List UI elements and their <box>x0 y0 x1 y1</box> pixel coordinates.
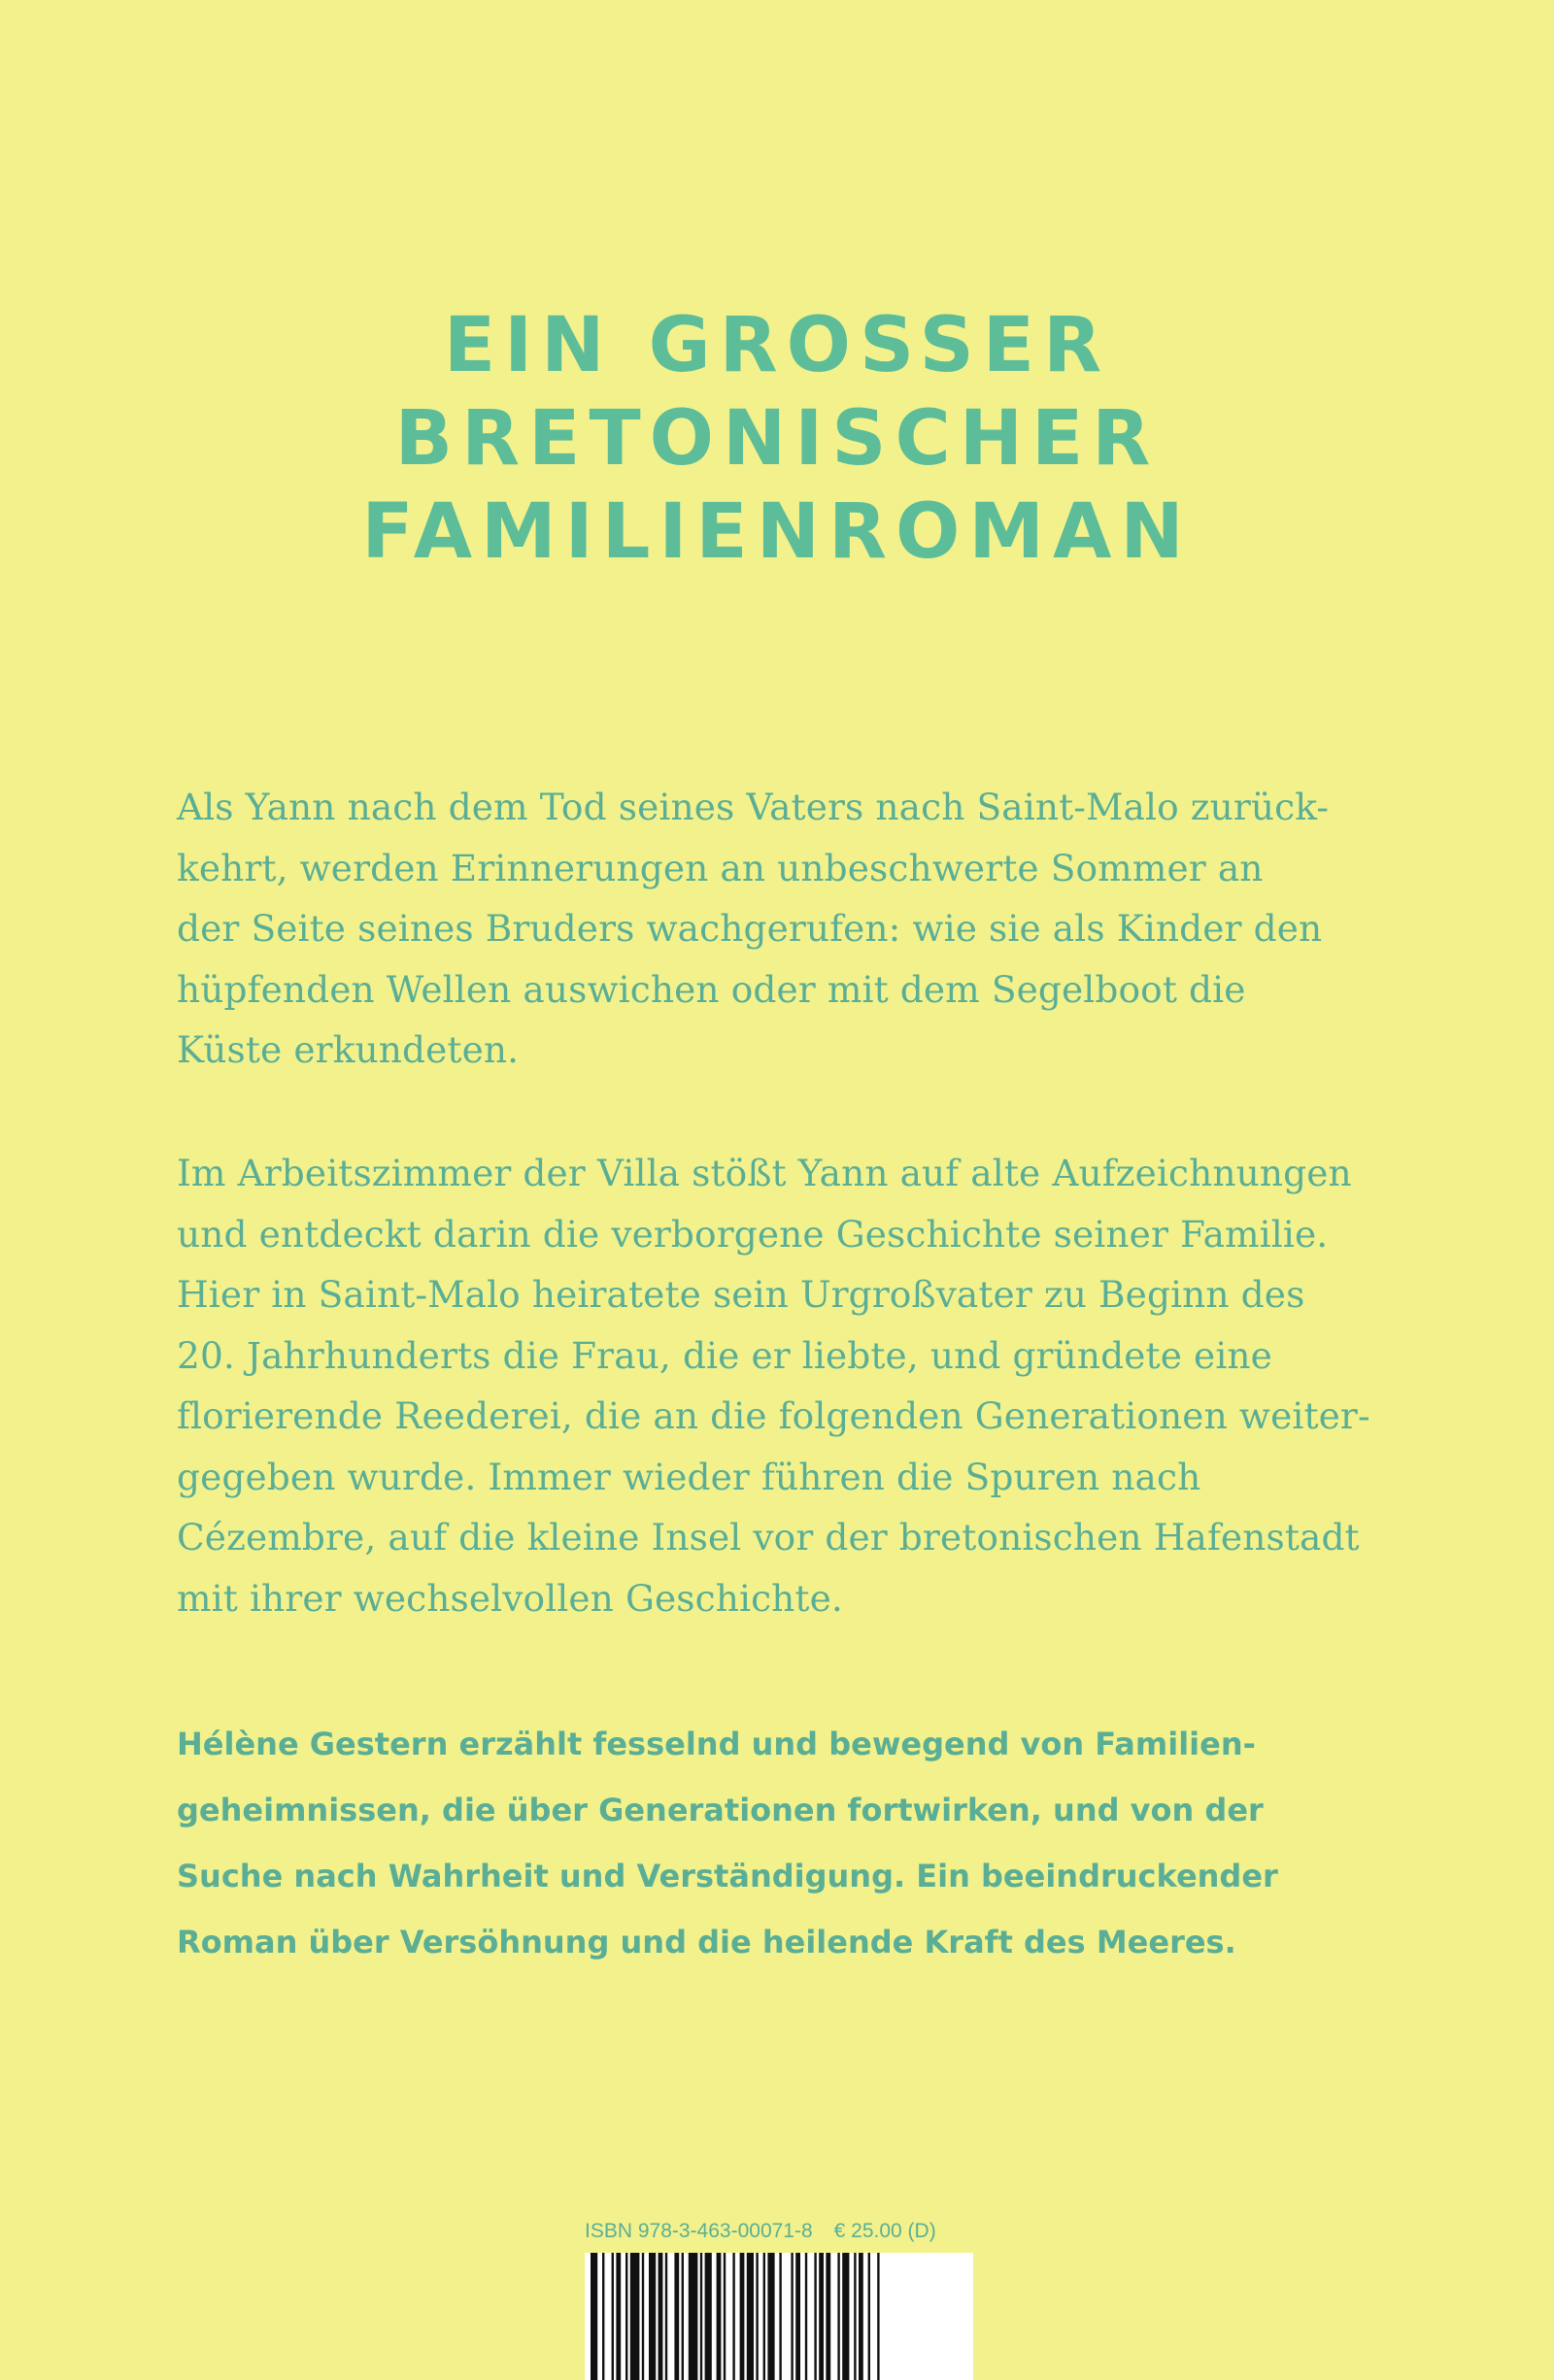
text-line: Cézembre, auf die kleine Insel vor der bretonischen Hafenstadt <box>177 1516 1360 1559</box>
barcode-bar <box>868 2253 870 2380</box>
barcode-bar <box>756 2253 758 2380</box>
barcode-bar <box>602 2253 604 2380</box>
description-paragraph-2 <box>177 1143 1430 1628</box>
barcode-bars <box>585 2253 973 2380</box>
headline-line-3: FAMILIENROMAN <box>361 488 1193 576</box>
text-line: hüpfenden Wellen auswichen oder mit dem Segelboot die <box>177 967 1246 1011</box>
barcode-bar <box>649 2253 656 2380</box>
text-line: Küste erkundeten. <box>177 1028 520 1071</box>
text-line: der Seite seines Bruders wachgerufen: wie sie als Kinder den <box>177 907 1323 950</box>
headline-line-1: EIN GROSSER <box>443 302 1111 389</box>
isbn-number: ISBN 978-3-463-00071-8 <box>585 2220 813 2242</box>
barcode-bar <box>717 2253 722 2380</box>
barcode-bar <box>877 2253 879 2380</box>
barcode-bar <box>616 2253 621 2380</box>
barcode-bar <box>854 2253 856 2380</box>
text-line: Als Yann nach dem Tod seines Vaters nach Saint-Malo zurück- <box>177 786 1330 828</box>
barcode-bar <box>791 2253 793 2380</box>
text-line: mit ihrer wechselvollen Geschichte. <box>177 1576 843 1620</box>
barcode-bar <box>747 2253 754 2380</box>
headline-line-2: BRETONISCHER <box>394 395 1160 483</box>
barcode-bar <box>795 2253 800 2380</box>
barcode-bar <box>625 2253 627 2380</box>
barcode-bar <box>591 2253 597 2380</box>
barcode-bar <box>665 2253 667 2380</box>
price-label: € 25.00 (D) <box>833 2220 936 2242</box>
barcode-image <box>585 2253 973 2380</box>
barcode-bar <box>689 2253 698 2380</box>
headline <box>0 299 1554 579</box>
text-line: Hier in Saint-Malo heiratete sein Urgroßvater zu Beginn des <box>177 1273 1305 1316</box>
blurb-line: Roman über Versöhnung und die heilende Kraft des Meeres. <box>177 1924 1236 1961</box>
barcode-bar <box>826 2253 830 2380</box>
barcode-bar <box>659 2253 663 2380</box>
barcode-bar <box>805 2253 807 2380</box>
barcode-bar <box>630 2253 640 2380</box>
isbn-price-line <box>585 2220 936 2243</box>
text-line: gegeben wurde. Immer wieder führen die Spuren nach <box>177 1455 1201 1498</box>
blurb-line: Suche nach Wahrheit und Verständigung. Ein beeindruckender <box>177 1858 1278 1894</box>
barcode-bar <box>612 2253 614 2380</box>
barcode-bar <box>779 2253 781 2380</box>
barcode-bar <box>732 2253 734 2380</box>
barcode-bar <box>682 2253 684 2380</box>
text-line: florierende Reederei, die an die folgenden Generationen weiter- <box>177 1394 1370 1437</box>
blurb-line: geheimnissen, die über Generationen fortwirken, und von der <box>177 1792 1264 1828</box>
barcode-bar <box>724 2253 726 2380</box>
barcode-bar <box>700 2253 702 2380</box>
text-line: und entdeckt darin die verborgene Geschichte seiner Familie. <box>177 1212 1329 1256</box>
blurb-line: Hélène Gestern erzählt fesselnd und bewegend von Familien- <box>177 1726 1256 1762</box>
barcode-bar <box>859 2253 863 2380</box>
barcode-bar <box>674 2253 679 2380</box>
author-blurb <box>177 1711 1430 1975</box>
barcode-bar <box>842 2253 849 2380</box>
barcode-bar <box>642 2253 644 2380</box>
barcode-bar <box>819 2253 824 2380</box>
barcode-bar <box>740 2253 745 2380</box>
barcode-bar <box>705 2253 712 2380</box>
text-line: 20. Jahrhunderts die Frau, die er liebte, und gründete eine <box>177 1333 1272 1377</box>
barcode-bar <box>814 2253 816 2380</box>
text-line: Im Arbeitszimmer der Villa stößt Yann auf alte Aufzeichnungen <box>177 1152 1352 1194</box>
description-paragraph-1 <box>177 777 1430 1081</box>
barcode-bar <box>837 2253 839 2380</box>
text-line: kehrt, werden Erinnerungen an unbeschwerte Sommer an <box>177 846 1264 889</box>
barcode-bar <box>767 2253 774 2380</box>
barcode-bar <box>763 2253 765 2380</box>
